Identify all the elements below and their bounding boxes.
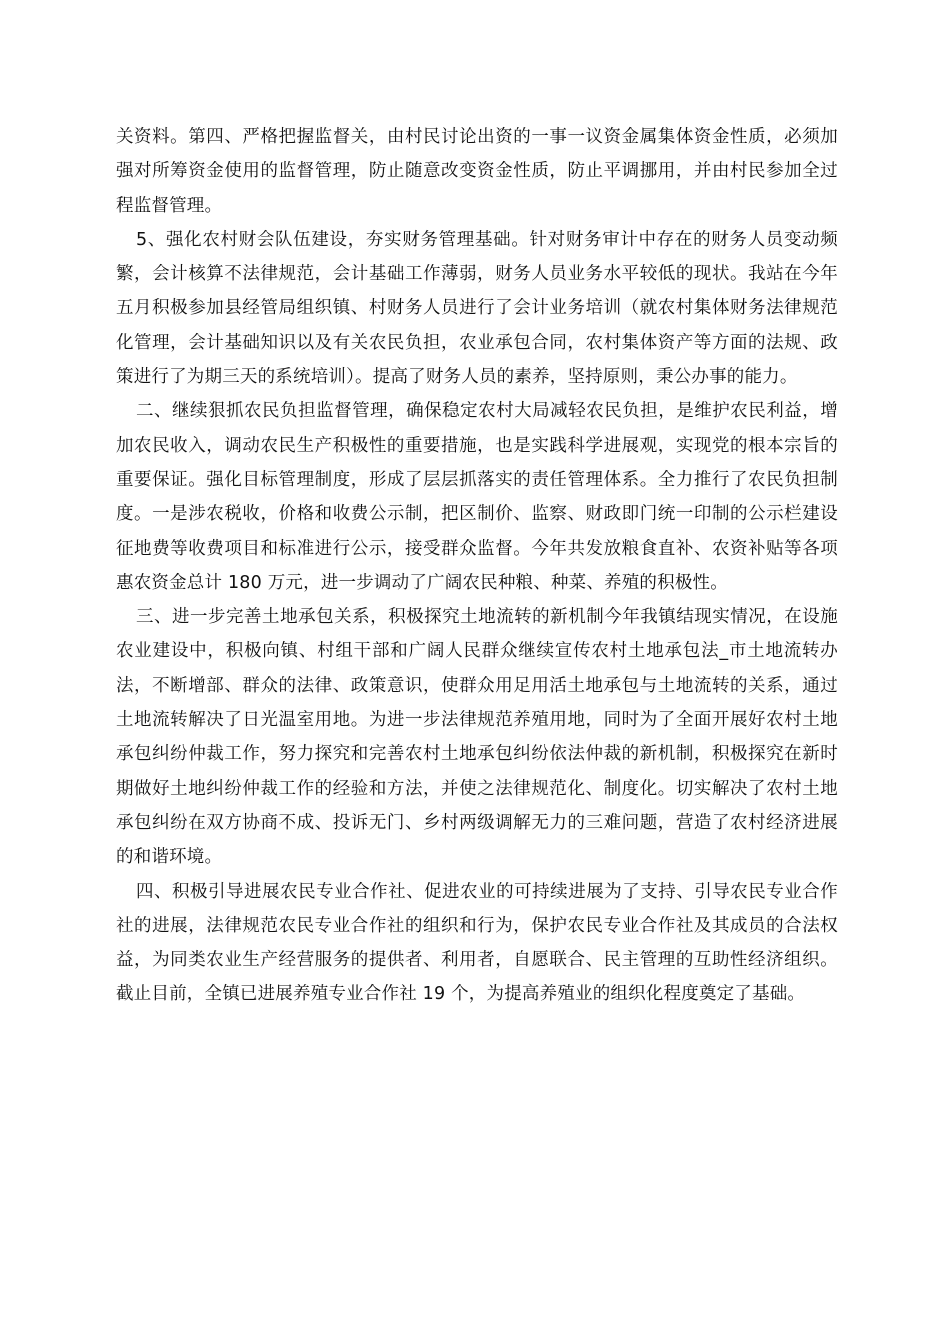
paragraph-section-3: 三、进一步完善土地承包关系，积极探究土地流转的新机制今年我镇结现实情况，在设施农业建设中，积极向镇、村组干部和广阔人民群众继续宣传农村土地承包法_市土地流转办法，不断增部、群众的法律、政策意识，使群众用足用活土地承包与土地流转的关系，通过土地流转解决了日光温室用地。为进一步法律规范养殖用地，同时为了全面开展好农村土地承包纠纷仲裁工作，努力探究和完善农村土地承包纠纷依法仲裁的新机制，积极探究在新时期做好土地纠纷仲裁工作的经验和方法，并使之法律规范化、制度化。切实解决了农村土地承包纠纷在双方协商不成、投诉无门、乡村两级调解无力的三难问题，营造了农村经济进展的和谐环境。: [116, 607, 838, 868]
paragraph-continuation: 关资料。第四、严格把握监督关，由村民讨论出资的一事一议资金属集体资金性质，必须加强对所筹资金使用的监督管理，防止随意改变资金性质，防止平调挪用，并由村民参加全过程监督管理。: [116, 127, 838, 216]
paragraph-section-2: 二、继续狠抓农民负担监督管理，确保稳定农村大局减轻农民负担，是维护农民利益，增加农民收入，调动农民生产积极性的重要措施，也是实践科学进展观，实现党的根本宗旨的重要保证。强化目标管理制度，形成了层层抓落实的责任管理体系。全力推行了农民负担制度。一是涉农税收，价格和收费公示制，把区制价、监察、财政即门统一印制的公示栏建设征地费等收费项目和标准进行公示，接受群众监督。今年共发放粮食直补、农资补贴等各项惠农资金总计 180 万元，进一步调动了广阔农民种粮、种菜、养殖的积极性。: [116, 401, 838, 593]
paragraph-section-4: 四、积极引导进展农民专业合作社、促进农业的可持续进展为了支持、引导农民专业合作社的进展，法律规范农民专业合作社的组织和行为，保护农民专业合作社及其成员的合法权益，为同类农业生产经营服务的提供者、利用者，自愿联合、民主管理的互助性经济组织。截止目前，全镇已进展养殖专业合作社 19 个，为提高养殖业的组织化程度奠定了基础。: [116, 881, 838, 1005]
paragraph-section-5: 5、强化农村财会队伍建设，夯实财务管理基础。针对财务审计中存在的财务人员变动频繁，会计核算不法律规范，会计基础工作薄弱，财务人员业务水平较低的现状。我站在今年五月积极参加县经管局组织镇、村财务人员进行了会计业务培训（就农村集体财务法律规范化管理，会计基础知识以及有关农民负担，农业承包合同，农村集体资产等方面的法规、政策进行了为期三天的系统培训）。提高了财务人员的素养，坚持原则，秉公办事的能力。: [116, 229, 838, 388]
document-body: [116, 120, 838, 1012]
